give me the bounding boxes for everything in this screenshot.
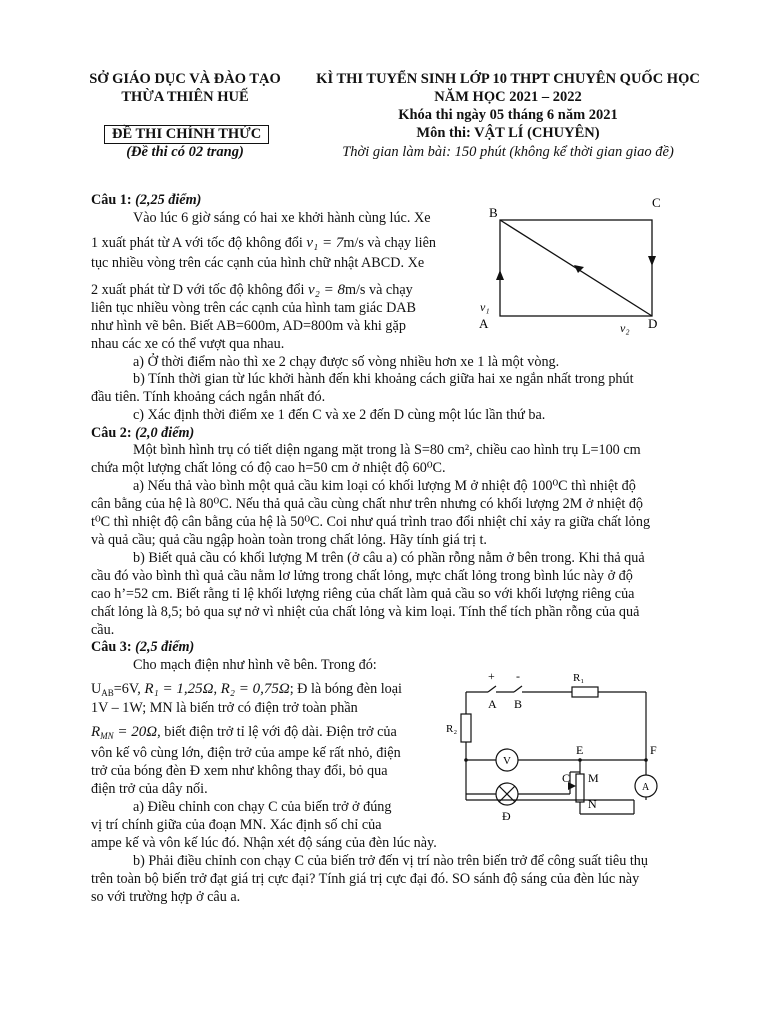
q3-a-line-3: ampe kế và vôn kế lúc đó. Nhận xét độ sáng của đèn lúc này. (91, 835, 437, 851)
q2-p1-line-2: chứa một lượng chất lỏng có độ cao h=50 cm ở nhiệt độ 60⁰C. (91, 460, 446, 476)
rheostat-mn (576, 774, 584, 802)
q2-points: (2,0 điểm) (135, 425, 195, 441)
exam-date: Khóa thi ngày 05 tháng 6 năm 2021 (398, 107, 618, 123)
q2-a-line-1: a) Nếu thả vào bình một quả cầu kim loại có khối lượng M ở nhiệt độ 100⁰C thì nhiệt độ (133, 478, 636, 494)
q3-a-line-2: vị trí chính giữa của đoạn MN. Xác định số chỉ của (91, 817, 382, 833)
q1-line-5: liên tục nhiều vòng trên các cạnh của hình tam giác DAB (91, 300, 417, 316)
terminal-a: A (488, 697, 497, 711)
label-plus: + (488, 669, 495, 683)
q3-line-7: điện trở của dây nối. (91, 781, 208, 797)
q2-title: Câu 2: (91, 425, 132, 441)
q3-rmn-formula: $R_{MN} = 20\Omega$ (91, 724, 158, 741)
q1-title: Câu 1: (91, 192, 132, 208)
q3-r2-formula: R₂ = 0,75Ω (220, 681, 290, 697)
exam-duration: Thời gian làm bài: 150 phút (không kể thời gian giao đề) (342, 144, 674, 160)
exam-title (298, 70, 718, 142)
q2-a-line-4: và quả cầu; quả cầu ngập hoàn toàn trong chất lỏng. Hãy tính giá trị t. (91, 532, 487, 548)
q2-b-line-3: cao h’=52 cm. Biết rằng tỉ lệ khối lượng riêng của chất làm quả cầu so với khối lượng riêng của (91, 586, 635, 602)
q1-v1-formula: v₁ = 7 (306, 235, 344, 251)
q3-title: Câu 3: (91, 639, 132, 655)
label-lamp: Đ (502, 809, 511, 823)
q1-v2-formula: v₂ = 8 (307, 282, 345, 298)
q3-a-line-1: a) Điều chỉnh con chạy C của biến trở ở đúng (133, 799, 392, 815)
department-name (60, 70, 310, 106)
q3-line-2: $U_{AB}=6V$, R₁ = 1,25Ω, R₂ = 0,75Ω; Đ là bóng đèn loại (91, 681, 402, 698)
q1-part-a: a) Ở thời điểm nào thì xe 2 chạy được số vòng nhiều hơn xe 1 là một vòng. (133, 354, 560, 370)
label-n: N (588, 797, 597, 811)
q1-line-6: như hình vẽ bên. Biết AB=600m, AD=800m và khi gặp (91, 318, 406, 334)
q3-line-4: $R_{MN} = 20\Omega$, biết điện trở tỉ lệ với độ dài. Điện trở của (91, 724, 397, 741)
label-e: E (576, 743, 584, 757)
q3-points: (2,5 điểm) (135, 639, 195, 655)
q1-line-3: tục nhiều vòng trên các cạnh của hình chữ nhật ABCD. Xe (91, 255, 425, 271)
label-v2: v₂ (620, 321, 630, 335)
q3-b-line-3: so với trường hợp ở câu a. (91, 889, 241, 905)
q3-b-line-1: b) Phải điều chỉnh con chạy C của biến trở đến vị trí nào trên biến trở để công suất tiêu thụ (133, 853, 648, 869)
q2-a-line-2: cân bằng của hệ là 80⁰C. Nếu thả quả cầu cùng chất như trên nhưng có khối lượng 2M ở nhiệt độ (91, 496, 644, 512)
exam-title-line-1: KÌ THI TUYỂN SINH LỚP 10 THPT CHUYÊN QUỐC HỌC (316, 71, 700, 87)
q1-points: (2,25 điểm) (135, 192, 202, 208)
label-v: V (503, 755, 511, 767)
right-edge-arrow-icon (648, 256, 656, 266)
department-line-1: SỞ GIÁO DỤC VÀ ĐÀO TẠO (89, 71, 281, 87)
q1-heading (91, 191, 201, 209)
q2-b-line-1: b) Biết quả cầu có khối lượng M trên (ở câu a) có phần rỗng nằm ở bên trong. Khi thả quả (133, 550, 645, 566)
exam-title-line-2: NĂM HỌC 2021 – 2022 (434, 89, 582, 105)
q1-part-b-line-1: b) Tính thời gian từ lúc khởi hành đến khi khoảng cách giữa hai xe ngắn nhất trong phút (133, 371, 634, 387)
left-edge-arrow-icon (496, 270, 504, 280)
label-v1: v₁ (480, 300, 490, 314)
label-c: C (562, 771, 571, 785)
label-c: C (652, 195, 661, 210)
q3-heading (91, 638, 194, 656)
label-m: M (588, 771, 599, 785)
pages-note: (Đề thi có 02 trang) (126, 144, 244, 160)
q2-heading (91, 424, 194, 442)
resistor-r2 (461, 714, 471, 742)
q3-line-1: Cho mạch điện như hình vẽ bên. Trong đó: (133, 657, 377, 673)
q1-line-2: 1 xuất phát từ A với tốc độ không đổi v₁ = 7m/s và chạy liên (91, 235, 436, 251)
label-b: B (489, 205, 498, 220)
q2-a-line-3: t⁰C thì nhiệt độ cân bằng của hệ là 50⁰C. Coi như quá trình trao đổi nhiệt chỉ xảy ra giữa chất lỏng (91, 514, 651, 530)
label-r1: R₁ (573, 672, 585, 684)
exam-subject: Môn thi: VẬT LÍ (CHUYÊN) (416, 125, 600, 141)
q1-line-1: Vào lúc 6 giờ sáng có hai xe khởi hành cùng lúc. Xe (133, 210, 431, 226)
q1-part-c: c) Xác định thời điểm xe 1 đến C và xe 2 đến D cùng một lúc lần thứ ba. (133, 407, 546, 423)
q2-b-line-4: chất lỏng là 8,5; bỏ qua sự nở vì nhiệt của chất lỏng và kim loại. Tính thể tích phần rỗng của quả (91, 604, 640, 620)
q3-r1-formula: R₁ = 1,25Ω (144, 681, 214, 697)
resistor-r1 (572, 687, 598, 697)
q3-line-6: trở của bóng đèn Đ xem như không thay đổi, bỏ qua (91, 763, 388, 779)
department-line-2: THỪA THIÊN HUẾ (121, 89, 249, 105)
label-d: D (648, 316, 658, 331)
label-a: A (479, 316, 489, 331)
label-r2: R₂ (446, 723, 458, 735)
q3-circuit-figure (440, 664, 690, 834)
q2-b-line-5: cầu. (91, 622, 115, 638)
official-exam-box: ĐỀ THI CHÍNH THỨC (104, 125, 269, 144)
label-minus: - (516, 669, 520, 683)
q1-line-7: nhau các xe có thể vượt qua nhau. (91, 336, 285, 352)
label-ammeter: A (642, 782, 650, 793)
q3-line-3: 1V – 1W; MN là biến trở có điện trở toàn phần (91, 700, 358, 716)
q3-b-line-2: trên toàn bộ biến trở đạt giá trị cực đại? Tính giá trị cực đại đó. SO sánh độ sáng của đèn lúc này (91, 871, 640, 887)
q2-b-line-2: cầu đó vào bình thì quả cầu nằm lơ lửng trong chất lỏng, mực chất lỏng trong bình lúc này ở độ (91, 568, 633, 584)
q1-rectangle-figure (470, 190, 690, 338)
terminal-b: B (514, 697, 523, 711)
q2-p1-line-1: Một bình hình trụ có tiết diện ngang mặt trong là S=80 cm², chiều cao hình trụ L=100 cm (133, 442, 641, 458)
q1-line-4: 2 xuất phát từ D với tốc độ không đổi v₂ = 8m/s và chạy (91, 282, 413, 298)
label-f: F (650, 743, 657, 757)
q3-line-5: vôn kế vô cùng lớn, điện trở của ampe kế rất nhỏ, điện (91, 745, 401, 761)
q1-part-b-line-2: đầu tiên. Tính khoảng cách ngắn nhất đó. (91, 389, 326, 405)
